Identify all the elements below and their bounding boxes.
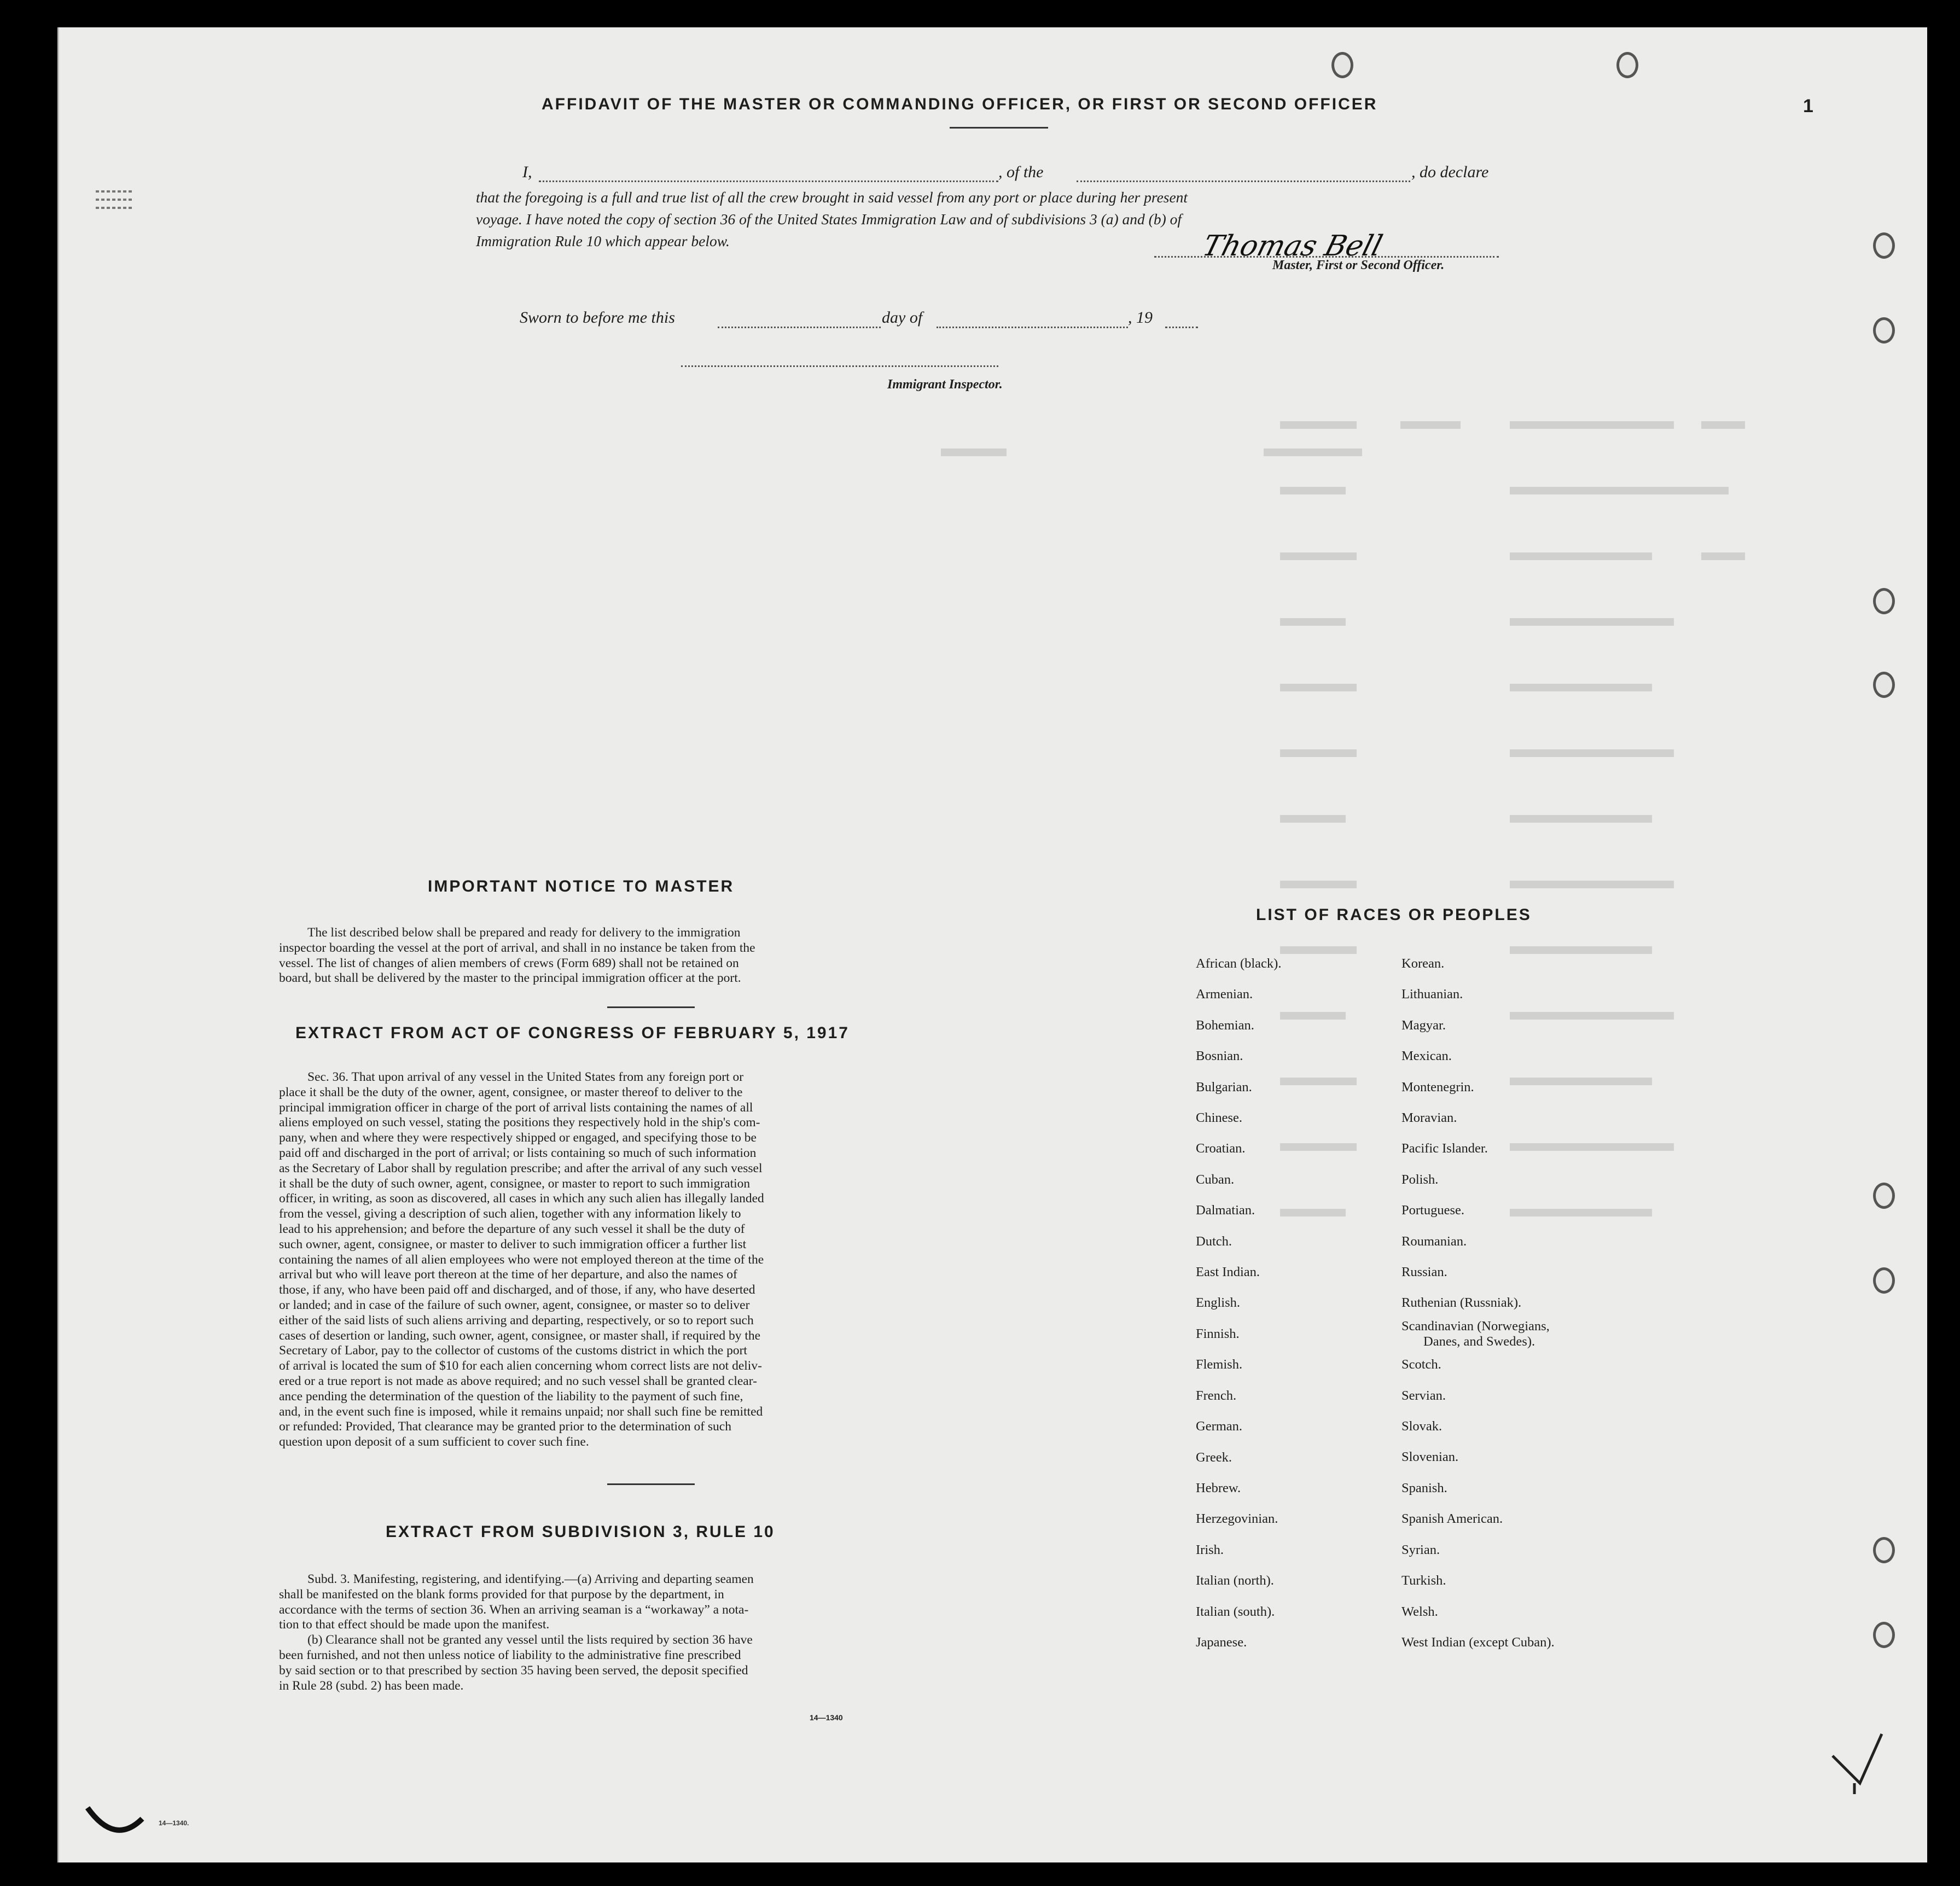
race-item: Polish. (1401, 1172, 1439, 1187)
sworn-day-blank (718, 327, 881, 328)
race-item: Italian (north). (1196, 1573, 1274, 1588)
notice-text (279, 925, 905, 986)
race-item (1401, 1319, 1555, 1349)
race-item: Scotch. (1401, 1357, 1441, 1372)
affidavit-line1-mid: , of the (998, 163, 1044, 181)
race-item: Moravian. (1401, 1110, 1457, 1126)
race-item: Spanish. (1401, 1480, 1447, 1495)
act-title: EXTRACT FROM ACT OF CONGRESS OF FEBRUARY 5, 1917 (295, 1024, 850, 1042)
punch-hole-icon (1331, 52, 1353, 78)
race-item: Russian. (1401, 1265, 1447, 1280)
race-item: Bosnian. (1196, 1049, 1243, 1064)
act-line: Sec. 36. That upon arrival of any vessel in the United States from any foreign port or (307, 1070, 744, 1084)
race-item: Bohemian. (1196, 1017, 1254, 1033)
notice-line: vessel. The list of changes of alien members of crews (Form 689) shall not be retained on (279, 956, 739, 970)
race-item: German. (1196, 1419, 1243, 1434)
race-item: Croatian. (1196, 1141, 1246, 1156)
signature-caption: Master, First or Second Officer. (1272, 258, 1445, 272)
corner-form-number: 14—1340. (159, 1819, 189, 1827)
punch-hole-icon (1873, 1622, 1895, 1648)
race-item-scandinavian-cont: Danes, and Swedes). (1423, 1334, 1536, 1349)
notice-title: IMPORTANT NOTICE TO MASTER (428, 877, 735, 895)
race-item: Portuguese. (1401, 1203, 1464, 1218)
affidavit-line3: voyage. I have noted the copy of section 36 of the United States Immigration Law and of subdivisions 3 (a) and (b) of (476, 211, 1182, 228)
race-item: Chinese. (1196, 1110, 1243, 1126)
sworn-text-end: , 19 (1128, 308, 1153, 327)
race-item: Herzegovinian. (1196, 1511, 1278, 1527)
races-left-column (1196, 948, 1281, 1658)
name-blank (539, 181, 998, 182)
rule-title: EXTRACT FROM SUBDIVISION 3, RULE 10 (386, 1523, 775, 1541)
rule-line: shall be manifested on the blank forms provided for that purpose by the department, in (279, 1587, 724, 1602)
sworn-text-start: Sworn to before me this (520, 308, 675, 327)
rule-line: by said section or to that prescribed by section 35 having been served, the deposit specified (279, 1663, 748, 1678)
race-item: French. (1196, 1388, 1237, 1403)
vessel-blank (1077, 181, 1410, 182)
punch-hole-icon (1873, 588, 1895, 614)
officer-signature: Thomas Bell (1199, 230, 1386, 263)
corner-scribble-icon (82, 1797, 148, 1846)
race-item: Dutch. (1196, 1233, 1232, 1249)
act-line: paid off and discharged in the port of arrival; or lists containing so much of such information (279, 1145, 757, 1160)
race-item: Japanese. (1196, 1634, 1247, 1650)
race-item: Lithuanian. (1401, 987, 1463, 1002)
inspector-signature-line (681, 365, 998, 367)
race-item: Mexican. (1401, 1049, 1452, 1064)
race-item: Bulgarian. (1196, 1079, 1252, 1095)
race-item: Hebrew. (1196, 1480, 1241, 1495)
sworn-month-blank (937, 327, 1128, 328)
punch-hole-icon (1873, 317, 1895, 344)
act-line: of arrival is located the sum of $10 for each alien concerning whom correct lists are not deliv- (279, 1359, 762, 1373)
race-item: Irish. (1196, 1542, 1224, 1557)
rule-line: Subd. 3. Manifesting, registering, and identifying.—(a) Arriving and departing seamen (307, 1572, 754, 1586)
act-line: aliens employed on such vessel, stating the positions they respectively hold in the ship's com- (279, 1115, 760, 1130)
affidavit-line1-start: I, (522, 163, 532, 181)
notice-divider (607, 1006, 695, 1008)
act-divider (607, 1483, 695, 1485)
race-item: Magyar. (1401, 1017, 1446, 1033)
inspector-caption: Immigrant Inspector. (887, 377, 1003, 392)
affidavit-line2: that the foregoing is a full and true list of all the crew brought in said vessel from any port or place during her present (476, 189, 1188, 206)
race-item-scandinavian: Scandinavian (Norwegians, (1401, 1318, 1550, 1334)
act-line: arrival but who will leave port thereon at the time of her departure, and also the names of (279, 1267, 737, 1282)
act-line: from the vessel, giving a description of such alien, together with any information likely to (279, 1207, 741, 1221)
act-line: it shall be the duty of such owner, agent, consignee, or master to report to such immigration (279, 1176, 751, 1191)
race-item: Turkish. (1401, 1573, 1446, 1588)
act-line: place it shall be the duty of the owner, agent, consignee, or master thereof to deliver to the (279, 1085, 743, 1099)
form-number: 14—1340 (810, 1713, 843, 1722)
rule-text (279, 1572, 905, 1693)
act-line: containing the names of all alien employees who were not employed thereon at the time of the (279, 1252, 764, 1267)
act-text (279, 1070, 905, 1450)
rule-line: been furnished, and not then unless notice of liability to the administrative fine prescribed (279, 1648, 741, 1662)
race-item: Italian (south). (1196, 1604, 1275, 1619)
act-line: lead to his apprehension; and before the departure of any such vessel it shall be the duty of (279, 1221, 745, 1236)
sworn-text-mid: day of (882, 308, 923, 327)
punch-hole-icon (1873, 1183, 1895, 1209)
act-line: pany, when and where they were respectively shipped or engaged, and specifying those to be (279, 1131, 757, 1145)
race-item: Syrian. (1401, 1542, 1440, 1557)
race-item: Pacific Islander. (1401, 1141, 1488, 1156)
race-item: Flemish. (1196, 1357, 1243, 1372)
punch-hole-icon (1873, 1267, 1895, 1294)
race-item: Servian. (1401, 1388, 1446, 1403)
act-line: question upon deposit of a sum sufficient to cover such fine. (279, 1435, 589, 1450)
race-item: Ruthenian (Russniak). (1401, 1295, 1522, 1311)
margin-scribble-icon (90, 181, 139, 219)
act-line: officer, in writing, as soon as discovered, all cases in which any such alien has illegally landed (279, 1191, 764, 1206)
rule-line: in Rule 28 (subd. 2) has been made. (279, 1678, 464, 1693)
races-right-column (1401, 948, 1555, 1658)
rule-line: (b) Clearance shall not be granted any vessel until the lists required by section 36 have (307, 1633, 753, 1648)
race-item: Roumanian. (1401, 1233, 1467, 1249)
race-item: African (black). (1196, 956, 1282, 971)
race-item: Greek. (1196, 1450, 1232, 1465)
race-item: Finnish. (1196, 1326, 1240, 1341)
race-item: West Indian (except Cuban). (1401, 1634, 1555, 1650)
act-line: or refunded: Provided, That clearance may be granted prior to the determination of such (279, 1419, 731, 1434)
punch-hole-icon (1873, 232, 1895, 259)
race-item: East Indian. (1196, 1265, 1260, 1280)
race-item: Montenegrin. (1401, 1079, 1474, 1095)
affidavit-line4: Immigration Rule 10 which appear below. (476, 232, 730, 249)
race-item: Dalmatian. (1196, 1203, 1255, 1218)
act-line: cases of desertion or landing, such owner, agent, consignee, or master shall, if required by the (279, 1328, 761, 1343)
rule-line: tion to that effect should be made upon the manifest. (279, 1617, 550, 1632)
race-item: Korean. (1401, 956, 1445, 971)
race-item: Welsh. (1401, 1604, 1438, 1619)
act-line: such owner, agent, consignee, or master to deliver to such immigration officer a further list (279, 1237, 747, 1251)
act-line: ance pending the determination of the question of the liability to the payment of such fine, (279, 1389, 743, 1404)
act-line: principal immigration officer in charge of the port of arrival lists containing the names of all (279, 1100, 753, 1115)
races-title: LIST OF RACES OR PEOPLES (1256, 906, 1532, 924)
race-item: Slovak. (1401, 1419, 1443, 1434)
act-line: and, in the event such fine is imposed, while it remains unpaid; nor shall such fine be remitted (279, 1404, 763, 1419)
race-item: Cuban. (1196, 1172, 1235, 1187)
affidavit-divider (950, 127, 1048, 129)
act-line: those, if any, who have been paid off and discharged, and of those, if any, who have deserted (279, 1283, 755, 1297)
act-line: Secretary of Labor, pay to the collector of customs of the customs district in which the port (279, 1343, 747, 1358)
act-line: ered or a true report is not made as above required; and no such vessel shall be granted clear- (279, 1373, 757, 1388)
punch-hole-icon (1873, 1537, 1895, 1563)
punch-hole-icon (1873, 672, 1895, 698)
sworn-year-blank (1165, 327, 1198, 328)
affidavit-title: AFFIDAVIT OF THE MASTER OR COMMANDING OFFICER, OR FIRST OR SECOND OFFICER (542, 95, 1378, 113)
page-mark: 1 (1803, 96, 1813, 117)
notice-line: inspector boarding the vessel at the port of arrival, and shall in no instance be taken from the (279, 940, 755, 955)
act-line: as the Secretary of Labor shall by regulation prescribe; and after the arrival of any such vessel (279, 1161, 763, 1175)
act-line: either of the said lists of such aliens arriving and departing, respectively, or so to report such (279, 1313, 754, 1328)
affidavit-line1-end: , do declare (1411, 163, 1489, 181)
punch-hole-icon (1616, 52, 1638, 78)
race-item: Slovenian. (1401, 1450, 1459, 1465)
notice-line: The list described below shall be prepared and ready for delivery to the immigration (307, 925, 741, 940)
check-mark-icon (1822, 1723, 1898, 1794)
race-item: Spanish American. (1401, 1511, 1503, 1527)
notice-line: board, but shall be delivered by the master to the principal immigration officer at the port. (279, 971, 741, 986)
rule-line: accordance with the terms of section 36. When an arriving seaman is a “workaway” a nota- (279, 1602, 749, 1617)
race-item: English. (1196, 1295, 1240, 1311)
act-line: or landed; and in case of the failure of such owner, agent, consignee, or master so to deliver (279, 1297, 750, 1312)
race-item: Armenian. (1196, 987, 1253, 1002)
